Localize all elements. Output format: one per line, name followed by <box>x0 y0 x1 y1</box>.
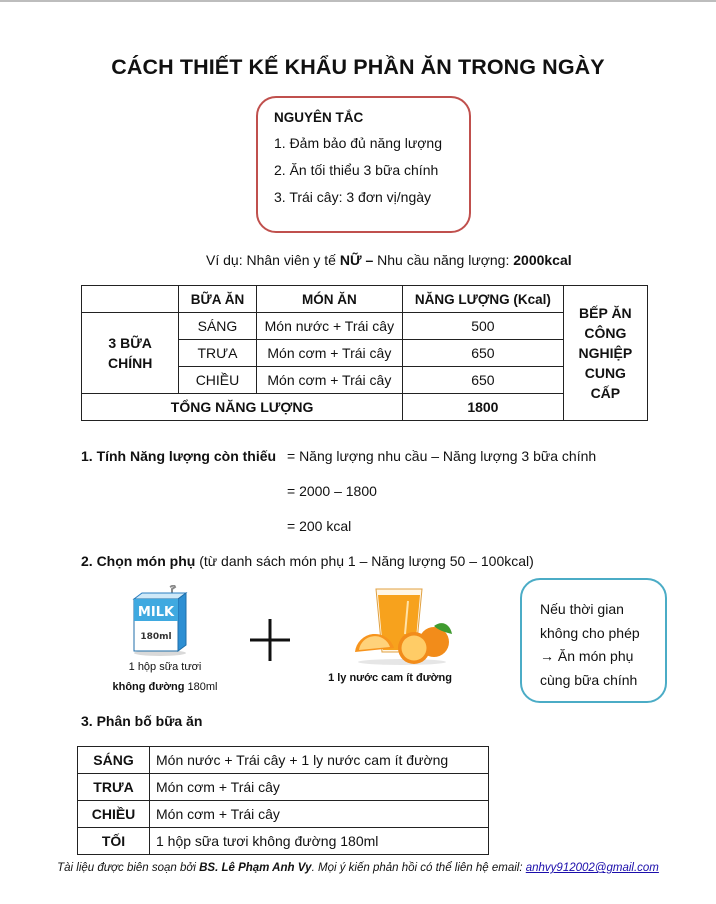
meal-distribution-table <box>77 746 489 855</box>
milk-caption <box>100 657 230 697</box>
table-row <box>78 828 489 855</box>
footer-author: BS. Lê Phạm Anh Vy <box>199 862 312 874</box>
header-cell: NĂNG LƯỢNG (Kcal) <box>403 286 564 313</box>
meal-cell: TRƯA <box>179 340 256 367</box>
content-cell: Món nước + Trái cây + 1 ly nước cam ít đường <box>150 747 489 774</box>
calc-line: = 200 kcal <box>287 518 352 534</box>
dish-cell: Món cơm + Trái cây <box>256 367 403 394</box>
section1-label: 1. Tính Năng lượng còn thiếu <box>81 448 277 464</box>
footer-prefix: Tài liệu được biên soạn bởi <box>57 862 200 874</box>
energy-cell: 650 <box>403 340 564 367</box>
milk-caption-line1: 1 hộp sữa tươi <box>128 661 202 673</box>
section2-label: 2. Chọn món phụ <box>81 553 196 569</box>
milk-carton-icon <box>128 585 192 657</box>
plus-icon <box>248 617 292 663</box>
energy-cell: 500 <box>403 313 564 340</box>
top-rule <box>0 0 716 2</box>
total-value-cell: 1800 <box>403 394 564 421</box>
section3-heading: 3. Phân bố bữa ăn <box>81 713 203 729</box>
footer-middle: . Mọi ý kiến phản hồi có thể liên hệ email: <box>311 862 526 874</box>
dish-cell: Món nước + Trái cây <box>256 313 403 340</box>
dish-cell: Món cơm + Trái cây <box>256 340 403 367</box>
principle-item: 1. Đảm bảo đủ năng lượng <box>274 135 442 151</box>
milk-carton-label: MILK <box>137 605 175 620</box>
kitchen-note-cell: BẾP ĂN CÔNG NGHIỆP CUNG CẤP <box>563 286 647 421</box>
page-title: CÁCH THIẾT KẾ KHẨU PHẦN ĂN TRONG NGÀY <box>111 55 605 79</box>
table-row <box>78 801 489 828</box>
footer-email-link[interactable]: anhvy912002@gmail.com <box>525 862 659 874</box>
timing-note-box <box>520 578 667 703</box>
table-row <box>78 747 489 774</box>
table-row <box>78 774 489 801</box>
example-line <box>0 252 716 268</box>
section2-heading <box>81 553 534 569</box>
example-gender: NỮ – <box>339 252 374 268</box>
milk-caption-bold: không đường <box>112 681 185 693</box>
header-cell: MÓN ĂN <box>256 286 403 313</box>
table-header-row <box>82 286 648 313</box>
note-line: cùng bữa chính <box>540 671 638 688</box>
note-line: Nếu thời gian <box>540 601 624 617</box>
section2-detail: (từ danh sách món phụ 1 – Năng lượng 50 – 100kcal) <box>195 553 534 569</box>
principles-box <box>256 96 471 233</box>
total-label-cell: TỔNG NĂNG LƯỢNG <box>82 394 403 421</box>
meal-cell: TRƯA <box>78 774 150 801</box>
empty-header-cell <box>82 286 179 313</box>
content-cell: Món cơm + Trái cây <box>150 801 489 828</box>
orange-juice-caption: 1 ly nước cam ít đường <box>328 672 452 684</box>
group-label-cell: 3 BỮA CHÍNH <box>82 313 179 394</box>
meal-cell: SÁNG <box>78 747 150 774</box>
calc-line: = 2000 – 1800 <box>287 483 377 499</box>
principles-heading: NGUYÊN TẮC <box>274 110 364 125</box>
milk-caption-rest: 180ml <box>184 681 218 693</box>
footer <box>0 862 716 874</box>
meal-cell: CHIỀU <box>179 367 256 394</box>
content-cell: 1 hộp sữa tươi không đường 180ml <box>150 828 489 855</box>
meal-cell: SÁNG <box>179 313 256 340</box>
principle-item: 2. Ăn tối thiểu 3 bữa chính <box>274 162 439 178</box>
header-cell: BỮA ĂN <box>179 286 256 313</box>
total-row <box>82 394 648 421</box>
example-energy: 2000kcal <box>513 252 572 268</box>
content-cell: Món cơm + Trái cây <box>150 774 489 801</box>
calc-line: = Năng lượng nhu cầu – Năng lượng 3 bữa chính <box>287 448 597 464</box>
energy-cell: 650 <box>403 367 564 394</box>
example-prefix: Ví dụ: Nhân viên y tế <box>206 252 340 268</box>
meal-cell: TỐI <box>78 828 150 855</box>
meal-energy-table <box>81 285 648 421</box>
note-line: không cho phép <box>540 624 640 641</box>
note-line: → Ăn món phụ <box>540 648 634 664</box>
table-row <box>82 313 648 340</box>
orange-juice-icon <box>350 586 454 666</box>
meal-cell: CHIỀU <box>78 801 150 828</box>
principle-item: 3. Trái cây: 3 đơn vị/ngày <box>274 189 432 205</box>
example-middle: Nhu cầu năng lượng: <box>373 252 514 268</box>
milk-carton-volume: 180ml <box>140 632 172 642</box>
